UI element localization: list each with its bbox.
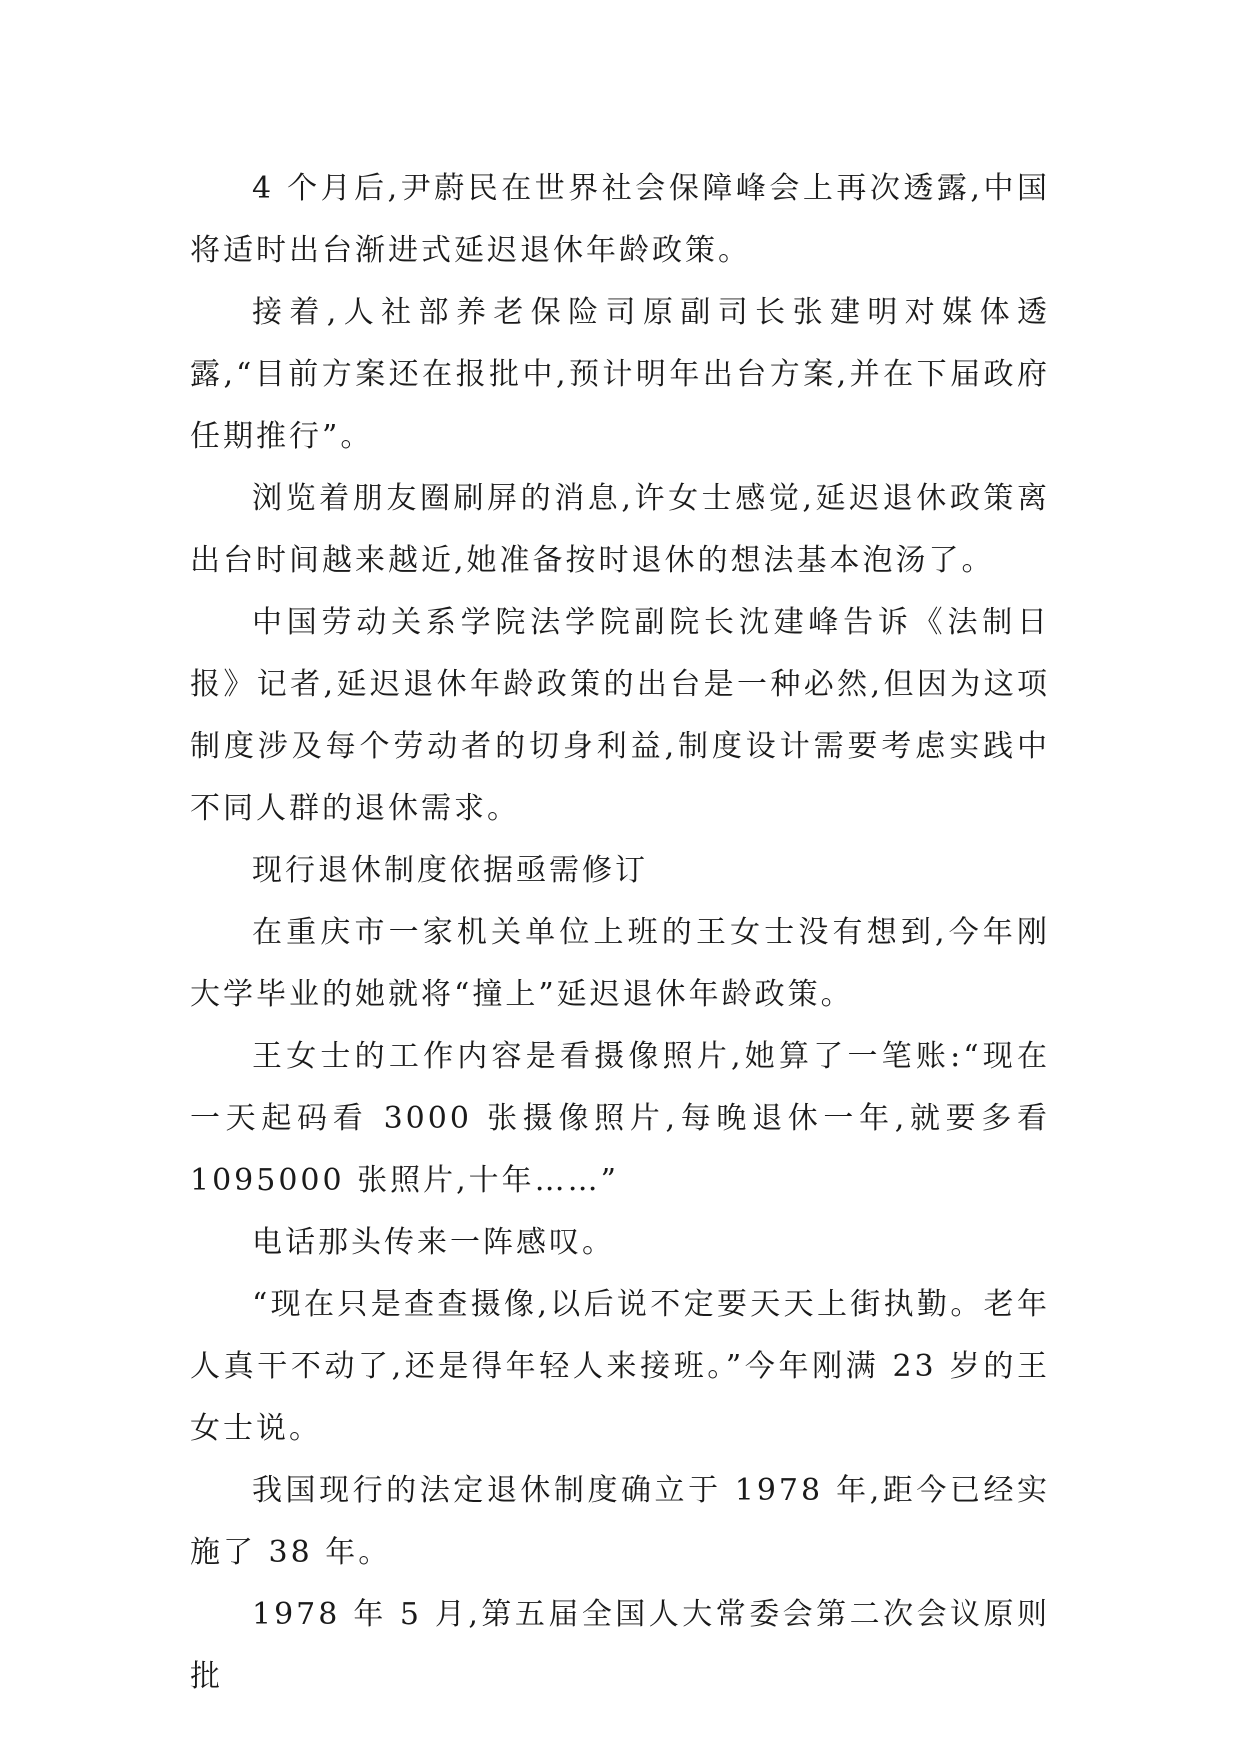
paragraph-9: 我国现行的法定退休制度确立于 1978 年,距今已经实施了 38 年。	[190, 1473, 1050, 1570]
paragraph-2: 接着,人社部养老保险司原副司长张建明对媒体透露,“目前方案还在报批中,预计明年出台方案,并在下届政府任期推行”。	[190, 295, 1050, 454]
paragraph-8: “现在只是查查摄像,以后说不定要天天上街执勤。老年人真干不动了,还是得年轻人来接班。”今年刚满 23 岁的王女士说。	[190, 1287, 1050, 1446]
section-heading: 现行退休制度依据亟需修订	[252, 853, 648, 888]
paragraph-5: 在重庆市一家机关单位上班的王女士没有想到,今年刚大学毕业的她就将“撞上”延迟退休年龄政策。	[190, 915, 1050, 1012]
paragraph-10: 1978 年 5 月,第五届全国人大常委会第二次会议原则批	[190, 1597, 1050, 1694]
paragraph-4: 中国劳动关系学院法学院副院长沈建峰告诉《法制日报》记者,延迟退休年龄政策的出台是一种必然,但因为这项制度涉及每个劳动者的切身利益,制度设计需要考虑实践中不同人群的退休需求。	[190, 605, 1050, 826]
paragraph-1: 4 个月后,尹蔚民在世界社会保障峰会上再次透露,中国将适时出台渐进式延迟退休年龄政策。	[190, 171, 1050, 268]
paragraph-7: 电话那头传来一阵感叹。	[252, 1225, 615, 1260]
paragraph-3: 浏览着朋友圈刷屏的消息,许女士感觉,延迟退休政策离出台时间越来越近,她准备按时退休的想法基本泡汤了。	[190, 481, 1050, 578]
article-body	[190, 158, 1050, 1708]
paragraph-6: 王女士的工作内容是看摄像照片,她算了一笔账:“现在一天起码看 3000 张摄像照片,每晚退休一年,就要多看1095000 张照片,十年……”	[190, 1039, 1050, 1198]
